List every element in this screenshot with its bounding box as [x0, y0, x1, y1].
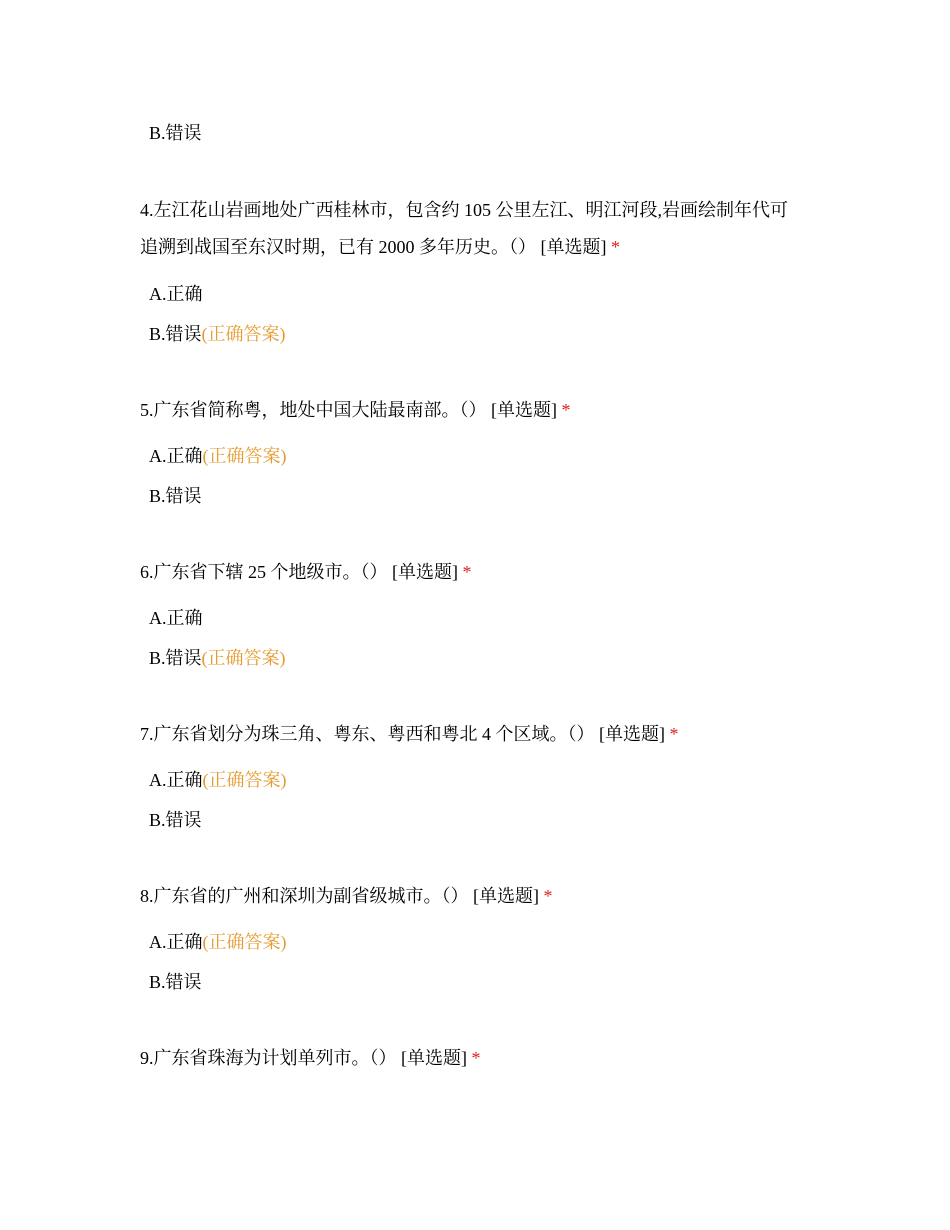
required-mark: * [462, 562, 472, 582]
option-a-q7 [149, 768, 287, 792]
question-6 [140, 560, 472, 584]
required-mark: * [611, 237, 620, 257]
option-b-q3 [149, 121, 202, 145]
question-number: 5. [140, 400, 154, 420]
option-label: B.错误 [149, 648, 202, 668]
question-9 [140, 1046, 481, 1070]
question-7 [140, 722, 679, 746]
option-label: A.正确 [149, 932, 203, 952]
option-label: A.正确 [149, 770, 203, 790]
correct-answer-tag: (正确答案) [201, 648, 286, 668]
correct-answer-tag: (正确答案) [202, 770, 287, 790]
question-text: 广东省珠海为计划单列市。（） [153, 1048, 397, 1068]
required-mark: * [669, 724, 679, 744]
question-number: 9. [140, 1048, 154, 1068]
question-text: 追溯到战国至东汉时期，已有 2000 多年历史。（） [140, 237, 536, 257]
option-label: B.错误 [149, 810, 202, 830]
option-b-q7 [149, 808, 202, 832]
option-a-q8 [149, 930, 287, 954]
correct-answer-tag: (正确答案) [202, 932, 287, 952]
question-8 [140, 884, 553, 908]
required-mark: * [561, 400, 571, 420]
question-number: 6. [140, 562, 154, 582]
option-label: A.正确 [149, 608, 203, 628]
question-text: 左江花山岩画地处广西桂林市，包含约 105 公里左江、明江河段,岩画绘制年代可 [153, 200, 788, 220]
option-label: A.正确 [149, 446, 203, 466]
required-mark: * [471, 1048, 481, 1068]
option-a-q6 [149, 606, 203, 630]
question-text: 广东省简称粤，地处中国大陆最南部。（） [153, 400, 487, 420]
question-number: 7. [140, 724, 154, 744]
option-label: A.正确 [149, 284, 203, 304]
question-type: [单选题] [540, 237, 607, 257]
question-type: [单选题] [491, 400, 557, 420]
question-number: 4. [140, 200, 154, 220]
option-b-q8 [149, 970, 202, 994]
option-b-q5 [149, 484, 202, 508]
correct-answer-tag: (正确答案) [201, 324, 286, 344]
option-b-q6 [149, 646, 286, 670]
option-a-q5 [149, 444, 287, 468]
question-text: 广东省的广州和深圳为副省级城市。（） [153, 886, 469, 906]
question-text: 广东省下辖 25 个地级市。（） [153, 562, 388, 582]
option-label: B.错误 [149, 123, 202, 143]
required-mark: * [543, 886, 553, 906]
question-type: [单选题] [401, 1048, 467, 1068]
option-b-q4 [149, 322, 286, 346]
option-label: B.错误 [149, 486, 202, 506]
question-type: [单选题] [599, 724, 665, 744]
question-number: 8. [140, 886, 154, 906]
question-type: [单选题] [473, 886, 539, 906]
correct-answer-tag: (正确答案) [202, 446, 287, 466]
question-4-line2 [140, 235, 620, 259]
question-4-line1 [140, 198, 788, 222]
option-label: B.错误 [149, 972, 202, 992]
question-type: [单选题] [392, 562, 458, 582]
option-label: B.错误 [149, 324, 202, 344]
question-text: 广东省划分为珠三角、粤东、粤西和粤北 4 个区域。（） [153, 724, 595, 744]
question-5 [140, 398, 571, 422]
option-a-q4 [149, 282, 203, 306]
